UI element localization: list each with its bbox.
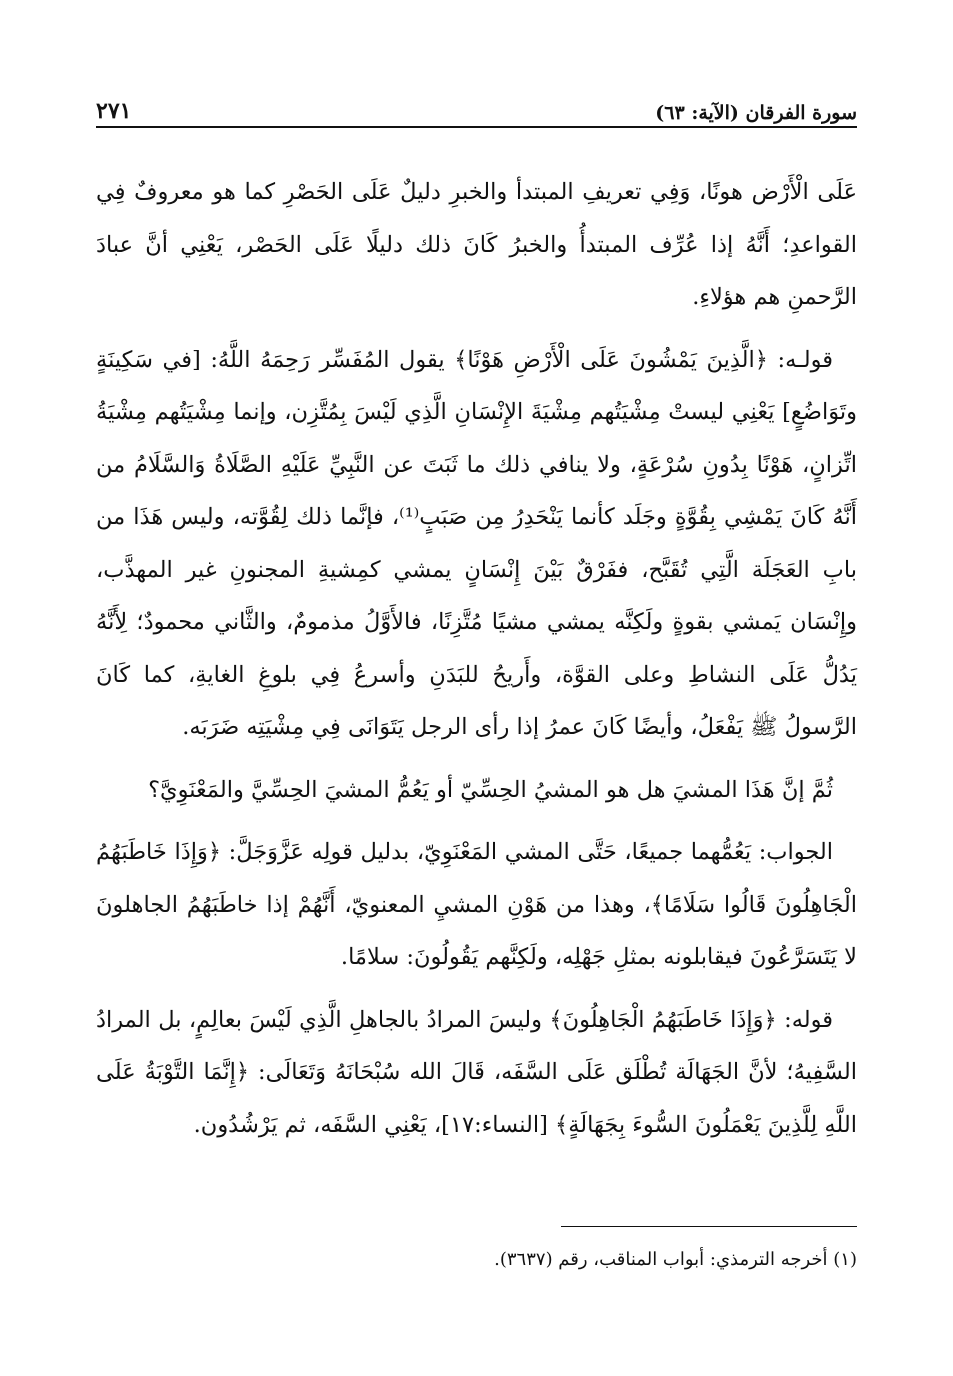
- footnote-rule: [561, 1226, 857, 1227]
- footnote: (١) أخرجه الترمذي: أبواب المناقب، رقم (٣٦٣٧).: [494, 1249, 857, 1270]
- page-number: ٢٧١: [96, 98, 132, 124]
- paragraph-3: ثُمَّ إنَّ هَذَا المشيَ هل هو المشيُ الحِسِّيّ أو يَعُمُّ المشيَ الحِسِّيَّ والمَعْنَوِيَّ؟: [148, 776, 833, 803]
- paragraph-1: عَلَى الْأَرْض هونًا، وَفِي تعريفِ المبتدأ والخبرِ دليلٌ عَلَى الحَصْرِ كما هو معروفٌ فِي القواعدِ؛ أَنَّهُ إذا عُرِّف المبتدأُ والخبرُ كَانَ ذلك دليلًا عَلَى الحَصْر، يَعْنِي أنَّ عبادَ الرَّحمنِ هم هؤلاءِ.: [96, 179, 857, 310]
- body-text: [96, 166, 857, 1161]
- running-header: [96, 88, 857, 124]
- paragraph-5: قوله: ﴿وَإِذَا خَاطَبَهُمُ الْجَاهِلُونَ﴾ وليسَ المرادُ بالجاهلِ الَّذِي لَيْسَ بعالِمٍ، بل المرادُ السَّفِيهُ؛ لأنَّ الجَهَالَة تُطْلَق عَلَى السَّفَه، قَالَ الله سُبْحَانَهُ وَتَعَالَى: ﴿إِنَّمَا التَّوْبَةُ عَلَى اللَّهِ لِلَّذِينَ يَعْمَلُونَ السُّوءَ بِجَهَالَةٍ﴾ [النساء:١٧]، يَعْنِي السَّفَه، ثم يَرْشُدُون.: [96, 1006, 857, 1138]
- header-rule: [96, 126, 857, 128]
- paragraph-4: الجواب: يَعُمُّهما جميعًا، حَتَّى المشي المَعْنَوِيّ، بدليل قولِه عَزَّوَجَلَّ: ﴿وَإِذَا خَاطَبَهُمُ الْجَاهِلُونَ قَالُوا سَلَامًا﴾، وهذا من هَوْنِ المشيِ المعنويّ، أَنَّهُمْ إذا خاطَبَهُمُ الجاهلونَ لا يَتَسَرَّعُونَ فيقابلونه بمثلِ جَهْلِه، ولَكِنَّهم يَقُولُونَ: سلامًا.: [96, 839, 857, 970]
- paragraph-2: قولـه: ﴿الَّذِينَ يَمْشُونَ عَلَى الْأَرْضِ هَوْنًا﴾ يقول المُفَسِّر رَحِمَهُ اللَّهُ: [في سَكِينَةٍ وتَوَاضُعٍ] يَعْنِي ليستْ مِشْيَتُهم مِشْيَةَ الإِنْسَانِ الَّذِي لَيْسَ بِمُتَّزِن، وإنما مِشْيَتُهم مِشْيَةُ اتِّزانٍ، هَوْنًا بِدُونِ سُرْعَةٍ، ولا ينافي ذلك ما ثَبَتَ عن النَّبِيِّ عَلَيْهِ الصَّلَاةُ وَالسَّلَامُ من أَنَّهُ كَانَ يَمْشِي بِقُوَّةٍ وجَلَد كأنما يَنْحَدِرُ مِن صَبَبٍ⁽¹⁾، فإنَّما ذلك لِقُوَّته، وليس هَذَا من بابِ العَجَلَة الَّتِي تُقَبَّح، ففَرْقٌ بَيْنَ إِنْسَانٍ يمشي كمِشيةِ المجنونِ غير المهذَّب، وإِنْسَان يَمشي بقوةٍ ولَكِنَّه يمشي مشيًا مُتَّزِنًا، فالأَوَّلُ مذمومٌ، والثَّاني محمودٌ؛ لِأَنَّهُ يَدُلُّ عَلَى النشاطِ وعلى القوَّة، وأَريحُ للبَدَنِ وأسرعُ فِي بلوغِ الغايةِ، كما كَانَ الرَّسولُ ﷺ يَفْعَلُ، وأيضًا كَانَ عمرُ إذا رأى الرجل يَتَوَانَى فِي مِشْيَتِه ضَرَبَه.: [96, 346, 857, 740]
- header-title: سورة الفرقان (الآية: ٦٣): [655, 102, 857, 124]
